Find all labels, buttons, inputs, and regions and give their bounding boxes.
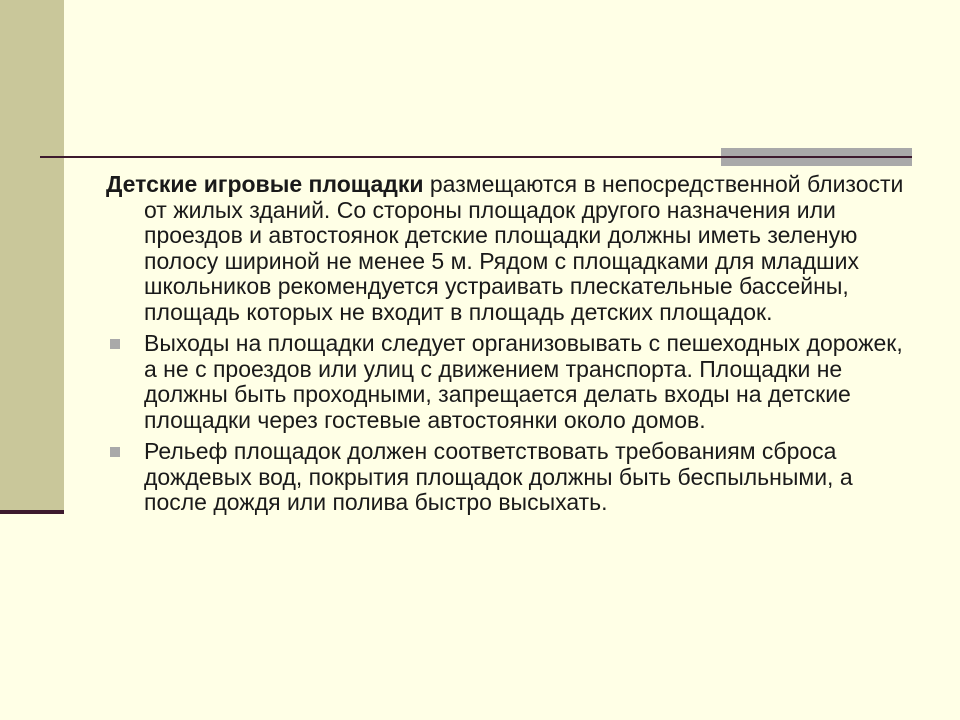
paragraph-1 [106, 172, 906, 325]
bullet-item-2-text: Рельеф площадок должен соответствовать требованиям сброса дождевых вод, покрытия площадок должны быть беспыльными, а после дождя или полива быстро высыхать. [144, 438, 853, 515]
left-band-underline [0, 510, 64, 514]
left-decorative-band [0, 0, 64, 512]
bullet-item-1-text: Выходы на площадки следует организовывать с пешеходных дорожек, а не с проездов или улиц с движением транспорта. Площадки не должны быть проходными, запрещается делать входы на детские площадки через гостевые автостоянки около домов. [144, 330, 903, 433]
bullet-item-1 [106, 331, 906, 433]
slide-body [106, 172, 906, 522]
paragraph-1-text: размещаются в непосредственной близости от жилых зданий. Со стороны площадок другого назначения или проездов и автостоянок детские площадки должны иметь зеленую полосу шириной не менее 5 м. Рядом с площадками для младших школьников рекомендуется устраивать плескательные бассейны, площадь которых не входит в площадь детских площадок. [144, 171, 904, 325]
accent-bar-rule [721, 156, 912, 158]
square-bullet-icon [110, 339, 120, 349]
paragraph-1-bold-lead: Детские игровые площадки [106, 171, 424, 197]
square-bullet-icon [110, 447, 120, 457]
bullet-item-2 [106, 439, 906, 516]
